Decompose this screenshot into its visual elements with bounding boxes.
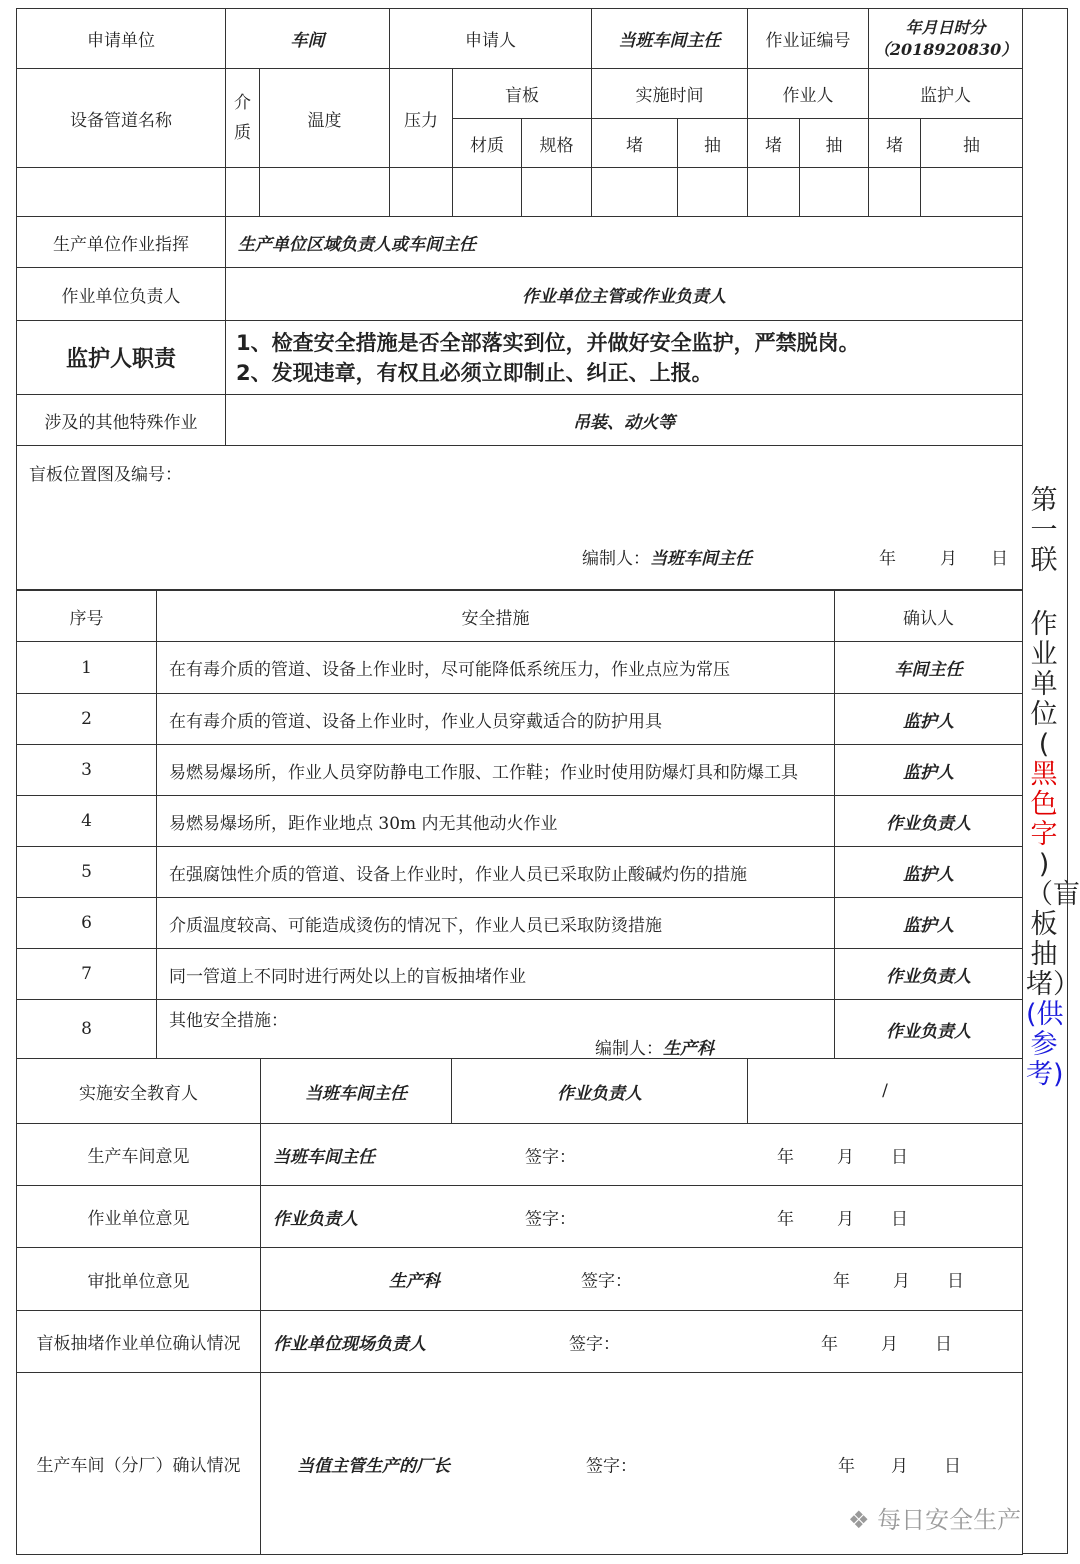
equipment-name-label: 设备管道名称 bbox=[17, 69, 226, 168]
measures-col-no: 序号 bbox=[17, 591, 157, 642]
month-label: 月 bbox=[893, 1271, 910, 1292]
diagram-year: 年 bbox=[879, 549, 896, 569]
commander-value: 生产单位区域负责人或车间主任 bbox=[226, 217, 1023, 268]
sign-label: 签字： bbox=[586, 1456, 637, 1476]
approval-opinion-cell[interactable] bbox=[261, 1248, 1023, 1311]
measure-compiler-label: 编制人： bbox=[595, 1039, 663, 1059]
measure-no: 1 bbox=[17, 642, 157, 694]
blind-confirm-label: 盲板抽堵作业单位确认情况 bbox=[17, 1311, 261, 1373]
measure-no: 5 bbox=[17, 847, 157, 898]
approval-opinion-label: 审批单位意见 bbox=[17, 1248, 261, 1311]
work-unit-opinion-value: 作业负责人 bbox=[273, 1209, 358, 1229]
empty-cell[interactable] bbox=[17, 168, 226, 217]
empty-cell[interactable] bbox=[921, 168, 1023, 217]
work-unit-opinion-label: 作业单位意见 bbox=[17, 1186, 261, 1248]
empty-cell[interactable] bbox=[678, 168, 748, 217]
empty-cell[interactable] bbox=[453, 168, 522, 217]
empty-cell[interactable] bbox=[748, 168, 800, 217]
time-plug-label: 堵 bbox=[592, 119, 678, 168]
day-label: 日 bbox=[935, 1334, 952, 1354]
opinions-table bbox=[16, 1058, 1023, 1555]
spec-label: 规格 bbox=[522, 119, 592, 168]
table-row bbox=[17, 745, 1023, 796]
commander-label: 生产单位作业指挥 bbox=[17, 217, 226, 268]
permit-no-value bbox=[869, 9, 1023, 69]
education-value-3: / bbox=[748, 1059, 1023, 1124]
table-row bbox=[17, 847, 1023, 898]
workshop-opinion-label: 生产车间意见 bbox=[17, 1124, 261, 1186]
permit-no-date: 年月日时分 bbox=[905, 17, 986, 37]
measure-other[interactable] bbox=[157, 1000, 835, 1059]
side-part-3: （盲板抽堵） bbox=[1026, 879, 1080, 1000]
month-label: 月 bbox=[837, 1209, 854, 1229]
day-label: 日 bbox=[944, 1456, 961, 1476]
plant-confirm-label: 生产车间（分厂）确认情况 bbox=[17, 1373, 261, 1555]
diagram-compiler-label: 编制人： bbox=[582, 549, 650, 569]
education-label: 实施安全教育人 bbox=[17, 1059, 261, 1124]
special-label: 涉及的其他特殊作业 bbox=[17, 395, 226, 446]
measure-confirm: 作业负责人 bbox=[835, 1000, 1023, 1059]
side-part-2: 作业单位 bbox=[1030, 609, 1058, 730]
measure-confirm: 监护人 bbox=[835, 847, 1023, 898]
applicant-unit-value: 车间 bbox=[226, 9, 390, 69]
measure-text: 在强腐蚀性介质的管道、设备上作业时，作业人员已采取防止酸碱灼伤的措施 bbox=[157, 847, 835, 898]
material-label: 材质 bbox=[453, 119, 522, 168]
sign-label: 签字： bbox=[581, 1271, 632, 1292]
measures-table bbox=[16, 590, 1023, 1059]
sign-label: 签字： bbox=[525, 1147, 576, 1167]
year-label: 年 bbox=[838, 1456, 855, 1476]
duty-text bbox=[226, 321, 1023, 395]
measure-confirm: 监护人 bbox=[835, 745, 1023, 796]
side-red-text: 黑色字 bbox=[1030, 759, 1058, 850]
duty-label: 监护人职责 bbox=[17, 321, 226, 395]
education-value-2: 作业负责人 bbox=[452, 1059, 748, 1124]
workshop-opinion-value: 当班车间主任 bbox=[273, 1147, 375, 1167]
day-label: 日 bbox=[891, 1147, 908, 1167]
year-label: 年 bbox=[777, 1147, 794, 1167]
measure-text: 介质温度较高、可能造成烫伤的情况下，作业人员已采取防烫措施 bbox=[157, 898, 835, 949]
blind-confirm-cell[interactable] bbox=[261, 1311, 1023, 1373]
table-row bbox=[17, 898, 1023, 949]
table-row bbox=[17, 642, 1023, 694]
wechat-icon: ❖ bbox=[848, 1506, 870, 1534]
approval-opinion-value: 生产科 bbox=[389, 1271, 440, 1292]
empty-cell[interactable] bbox=[592, 168, 678, 217]
table-row bbox=[17, 694, 1023, 745]
side-paren-open: ( bbox=[1038, 729, 1050, 760]
duty-line-2: 2、发现违章，有权且必须立即制止、纠正、上报。 bbox=[236, 360, 713, 385]
measure-no: 2 bbox=[17, 694, 157, 745]
education-value-1: 当班车间主任 bbox=[261, 1059, 452, 1124]
side-part-1: 第一联 bbox=[1030, 485, 1058, 576]
measure-no: 8 bbox=[17, 1000, 157, 1059]
applicant-unit-label: 申请单位 bbox=[17, 9, 226, 69]
leader-label: 作业单位负责人 bbox=[17, 268, 226, 321]
medium-label: 介质 bbox=[226, 69, 260, 168]
side-blue-text: (供参考) bbox=[1026, 999, 1064, 1090]
special-value: 吊装、动火等 bbox=[226, 395, 1023, 446]
empty-cell[interactable] bbox=[522, 168, 592, 217]
month-label: 月 bbox=[891, 1456, 908, 1476]
empty-cell[interactable] bbox=[869, 168, 921, 217]
worker-pull-label: 抽 bbox=[800, 119, 869, 168]
time-label: 实施时间 bbox=[592, 69, 748, 119]
day-label: 日 bbox=[947, 1271, 964, 1292]
measure-text: 其他安全措施： bbox=[169, 1011, 288, 1031]
measure-compiler bbox=[595, 1034, 714, 1059]
measure-text: 同一管道上不同时进行两处以上的盲板抽堵作业 bbox=[157, 949, 835, 1000]
table-row bbox=[17, 949, 1023, 1000]
permit-form bbox=[16, 8, 1080, 1554]
blind-label: 盲板 bbox=[453, 69, 592, 119]
diagram-label: 盲板位置图及编号： bbox=[29, 465, 182, 485]
empty-cell[interactable] bbox=[800, 168, 869, 217]
measures-col-confirm: 确认人 bbox=[835, 591, 1023, 642]
day-label: 日 bbox=[891, 1209, 908, 1229]
sign-label: 签字： bbox=[569, 1334, 620, 1354]
measure-no: 3 bbox=[17, 745, 157, 796]
guardian-plug-label: 堵 bbox=[869, 119, 921, 168]
empty-cell[interactable] bbox=[260, 168, 390, 217]
workshop-opinion-cell[interactable] bbox=[261, 1124, 1023, 1186]
measure-compiler-value: 生产科 bbox=[663, 1039, 714, 1059]
year-label: 年 bbox=[833, 1271, 850, 1292]
side-label bbox=[1026, 485, 1080, 1090]
empty-cell[interactable] bbox=[390, 168, 453, 217]
pressure-label: 压力 bbox=[390, 69, 453, 168]
table-row bbox=[17, 1000, 1023, 1059]
measure-text: 在有毒介质的管道、设备上作业时，尽可能降低系统压力，作业点应为常压 bbox=[157, 642, 835, 694]
measure-confirm: 作业负责人 bbox=[835, 949, 1023, 1000]
measure-confirm: 作业负责人 bbox=[835, 796, 1023, 847]
permit-no-code: （2018920830） bbox=[873, 39, 1018, 59]
watermark bbox=[848, 1500, 1021, 1535]
measure-text: 在有毒介质的管道、设备上作业时，作业人员穿戴适合的防护用具 bbox=[157, 694, 835, 745]
measure-confirm: 车间主任 bbox=[835, 642, 1023, 694]
measure-text: 易燃易爆场所，作业人员穿防静电工作服、工作鞋；作业时使用防爆灯具和防爆工具 bbox=[157, 745, 835, 796]
measure-text: 易燃易爆场所，距作业地点 30m 内无其他动火作业 bbox=[157, 796, 835, 847]
table-row bbox=[17, 796, 1023, 847]
measure-no: 6 bbox=[17, 898, 157, 949]
guardian-label: 监护人 bbox=[869, 69, 1023, 119]
permit-no-label: 作业证编号 bbox=[748, 9, 869, 69]
work-unit-opinion-cell[interactable] bbox=[261, 1186, 1023, 1248]
worker-label: 作业人 bbox=[748, 69, 869, 119]
month-label: 月 bbox=[837, 1147, 854, 1167]
time-pull-label: 抽 bbox=[678, 119, 748, 168]
worker-plug-label: 堵 bbox=[748, 119, 800, 168]
diagram-month: 月 bbox=[940, 549, 957, 569]
measures-col-measure: 安全措施 bbox=[157, 591, 835, 642]
empty-cell[interactable] bbox=[226, 168, 260, 217]
upper-table bbox=[16, 8, 1023, 590]
plant-confirm-value: 当值主管生产的厂长 bbox=[297, 1456, 450, 1476]
side-spacer bbox=[1026, 576, 1062, 610]
year-label: 年 bbox=[777, 1209, 794, 1229]
measure-confirm: 监护人 bbox=[835, 898, 1023, 949]
diagram-area[interactable] bbox=[17, 446, 1023, 590]
duty-line-1: 1、检查安全措施是否全部落实到位，并做好安全监护，严禁脱岗。 bbox=[236, 330, 860, 355]
blind-confirm-value: 作业单位现场负责人 bbox=[273, 1334, 426, 1354]
leader-value: 作业单位主管或作业负责人 bbox=[226, 268, 1023, 321]
applicant-value: 当班车间主任 bbox=[592, 9, 748, 69]
measure-no: 4 bbox=[17, 796, 157, 847]
measure-no: 7 bbox=[17, 949, 157, 1000]
diagram-compiler-value: 当班车间主任 bbox=[650, 549, 752, 569]
watermark-text: 每日安全生产 bbox=[877, 1506, 1022, 1534]
year-label: 年 bbox=[821, 1334, 838, 1354]
guardian-pull-label: 抽 bbox=[921, 119, 1023, 168]
diagram-compiler bbox=[582, 544, 752, 569]
sign-label: 签字： bbox=[525, 1209, 576, 1229]
month-label: 月 bbox=[881, 1334, 898, 1354]
temp-label: 温度 bbox=[260, 69, 390, 168]
side-paren-close: ) bbox=[1038, 849, 1050, 880]
diagram-day: 日 bbox=[991, 549, 1008, 569]
applicant-label: 申请人 bbox=[390, 9, 592, 69]
measure-confirm: 监护人 bbox=[835, 694, 1023, 745]
